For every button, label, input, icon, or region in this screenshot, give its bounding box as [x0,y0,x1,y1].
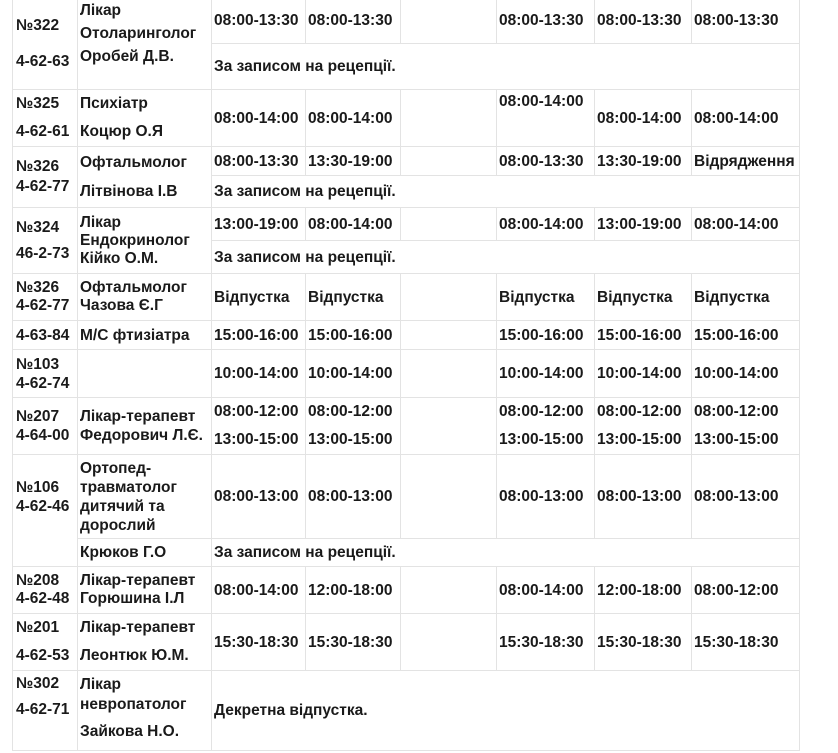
doctor-name: Кійко О.М. [80,249,159,267]
specialty: Лікар-терапевт [80,408,196,425]
appointment-note: За записом на рецепції. [212,44,800,90]
time-cell: 15:00-16:00 [595,321,692,350]
room-number: №106 [16,478,60,496]
room-number: №326 [16,279,60,296]
time-cell: 08:00-13:00 [497,455,595,539]
specialty: М/С фтизіатра [80,326,190,344]
time-cell [306,398,401,455]
time-cell: 08:00-14:00 [692,90,800,147]
phone-number: 4-62-53 [16,647,70,664]
time-cell: 08:00-13:30 [306,0,401,44]
schedule-row [13,208,800,241]
time-cell: 10:00-14:00 [212,350,306,398]
room-number: №302 [16,675,60,692]
phone-number: 4-63-84 [16,326,70,344]
specialty-line-2: Ендокринолог [80,231,190,249]
schedule-row [13,0,800,44]
time-cell: Відпустка [692,274,800,321]
specialty-cell [78,671,212,751]
specialty: Офтальмолог [80,279,187,296]
doctor-name: Леонтюк Ю.М. [80,647,189,664]
time-cell: 10:00-14:00 [692,350,800,398]
specialty-line-2: невропатолог [80,696,187,713]
time-cell [401,90,497,147]
room-phone-cell [13,274,78,321]
phone-number: 4-62-74 [16,374,70,392]
time-cell [401,398,497,455]
phone-number: 4-62-46 [16,497,70,515]
time-cell: 08:00-13:30 [497,0,595,44]
schedule-note-row [13,539,800,567]
room-number: №325 [16,95,60,112]
time-cell [401,567,497,614]
time-cell: 10:00-14:00 [497,350,595,398]
time-cell: 13:00-19:00 [212,208,306,241]
leave-note: Декретна відпустка. [212,671,800,751]
time-cell [401,455,497,539]
time-cell: 15:00-16:00 [692,321,800,350]
time-cell: 10:00-14:00 [595,350,692,398]
specialty: Лікар-терапевт [80,619,196,636]
time-cell: 08:00-13:30 [212,0,306,44]
schedule-row [13,398,800,455]
time-cell: 12:00-18:00 [306,567,401,614]
specialty-cell [78,147,212,208]
time-cell: 08:00-13:00 [306,455,401,539]
specialty-cell [78,274,212,321]
time-cell [401,0,497,44]
time-slot: 08:00-12:00 [499,403,584,420]
room-phone-cell [13,147,78,208]
time-cell: 15:30-18:30 [595,614,692,671]
time-cell: 15:30-18:30 [692,614,800,671]
appointment-note: За записом на рецепції. [212,539,800,567]
time-cell: 12:00-18:00 [595,567,692,614]
doctor-name: Крюков Г.О [78,539,212,567]
time-cell: 08:00-14:00 [497,567,595,614]
time-cell: Відрядження [692,147,800,176]
specialty-cell [78,208,212,274]
time-cell: 13:00-19:00 [595,208,692,241]
time-slot: 08:00-12:00 [308,403,393,420]
time-slot: 13:00-15:00 [597,431,682,448]
specialty-cell [78,455,212,539]
schedule-row [13,455,800,539]
time-cell [401,147,497,176]
doctor-name: Чазова Є.Г [80,297,163,314]
specialty-cell [78,90,212,147]
specialty-cell [78,0,212,90]
doctor-name: Літвінова І.В [80,183,178,200]
time-cell: 15:00-16:00 [306,321,401,350]
room-phone-cell [13,208,78,274]
time-cell: 10:00-14:00 [306,350,401,398]
time-slot: 08:00-12:00 [214,403,299,420]
room-number: №201 [16,619,60,636]
room-phone-cell [13,671,78,751]
time-cell: 08:00-14:00 [212,90,306,147]
time-slot: 13:00-15:00 [308,431,393,448]
schedule-row [13,567,800,614]
time-cell [401,350,497,398]
time-slot: 13:00-15:00 [214,431,299,448]
room-phone-cell [13,0,78,90]
time-cell: 08:00-13:00 [595,455,692,539]
room-phone-cell [13,398,78,455]
phone-number: 4-62-48 [16,590,70,607]
room-number: №207 [16,408,60,425]
time-cell [401,208,497,241]
doctor-name: Зайкова Н.О. [80,723,179,740]
room-phone-cell [13,567,78,614]
room-number: №324 [16,218,60,236]
room-number: №103 [16,355,60,373]
time-cell: 08:00-14:00 [212,567,306,614]
room-number: №326 [16,158,60,175]
phone-number: 4-64-00 [16,427,70,444]
time-cell: Відпустка [212,274,306,321]
time-cell: 15:00-16:00 [212,321,306,350]
time-cell: 08:00-14:00 [497,90,595,147]
time-cell: 08:00-12:00 [692,567,800,614]
doctor-name: Коцюр О.Я [80,123,163,140]
room-phone-cell [13,321,78,350]
time-cell: 15:30-18:30 [212,614,306,671]
room-phone-cell [13,614,78,671]
time-cell: 08:00-13:30 [212,147,306,176]
time-slot: 08:00-12:00 [694,403,779,420]
doctor-name: Федорович Л.Є. [80,427,203,444]
room-phone-cell [13,350,78,398]
phone-number: 4-62-77 [16,297,70,314]
time-cell: 08:00-13:00 [212,455,306,539]
schedule-row [13,321,800,350]
time-slot: 13:00-15:00 [499,431,584,448]
time-cell: 08:00-13:30 [692,0,800,44]
time-cell: 08:00-14:00 [306,208,401,241]
time-cell: 13:30-19:00 [595,147,692,176]
time-cell [401,614,497,671]
phone-number: 4-62-77 [16,178,70,195]
phone-number: 46-2-73 [16,244,70,262]
time-cell: 08:00-13:00 [692,455,800,539]
time-cell [212,398,306,455]
specialty: Ортопед-травматолог дитячий та дорослий [80,459,177,534]
schedule-row [13,671,800,751]
time-cell: 08:00-14:00 [692,208,800,241]
schedule-row [13,274,800,321]
phone-number: 4-62-63 [16,53,70,70]
appointment-note: За записом на рецепції. [212,176,800,208]
specialty: Лікар [80,676,122,693]
time-cell [401,321,497,350]
time-cell: 08:00-14:00 [497,208,595,241]
time-cell: 08:00-13:30 [497,147,595,176]
phone-number: 4-62-61 [16,123,70,140]
time-slot: 08:00-12:00 [597,403,682,420]
specialty-cell [78,321,212,350]
time-cell: 13:30-19:00 [306,147,401,176]
specialty: Лікар-терапевт [80,572,196,589]
specialty: Офтальмолог [80,154,187,171]
specialty: Лікар [80,2,122,19]
schedule-row [13,350,800,398]
time-cell [692,398,800,455]
specialty: Психіатр [80,95,148,112]
specialty-cell [78,350,212,398]
time-cell: Відпустка [595,274,692,321]
time-cell: 08:00-14:00 [595,90,692,147]
room-number: №208 [16,572,60,589]
doctor-name: Оробей Д.В. [80,48,174,65]
time-cell: Відпустка [306,274,401,321]
appointment-note: За записом на рецепції. [212,241,800,274]
room-phone-cell [13,455,78,567]
time-cell: 15:00-16:00 [497,321,595,350]
time-cell: 08:00-14:00 [306,90,401,147]
time-cell: Відпустка [497,274,595,321]
specialty-line-2: Отоларинголог [80,25,197,42]
time-cell: 15:30-18:30 [306,614,401,671]
schedule-table [12,0,800,751]
room-number: №322 [16,17,60,34]
time-cell [595,398,692,455]
schedule-row [13,90,800,147]
time-cell [497,398,595,455]
time-slot: 13:00-15:00 [694,431,779,448]
schedule-row [13,614,800,671]
time-cell: 15:30-18:30 [497,614,595,671]
doctor-name: Горюшина І.Л [80,590,185,607]
schedule-row [13,147,800,176]
time-cell [401,274,497,321]
time-cell: 08:00-13:30 [595,0,692,44]
specialty-cell [78,567,212,614]
specialty-cell [78,398,212,455]
room-phone-cell [13,90,78,147]
specialty: Лікар [80,213,122,231]
specialty-cell [78,614,212,671]
phone-number: 4-62-71 [16,701,70,718]
